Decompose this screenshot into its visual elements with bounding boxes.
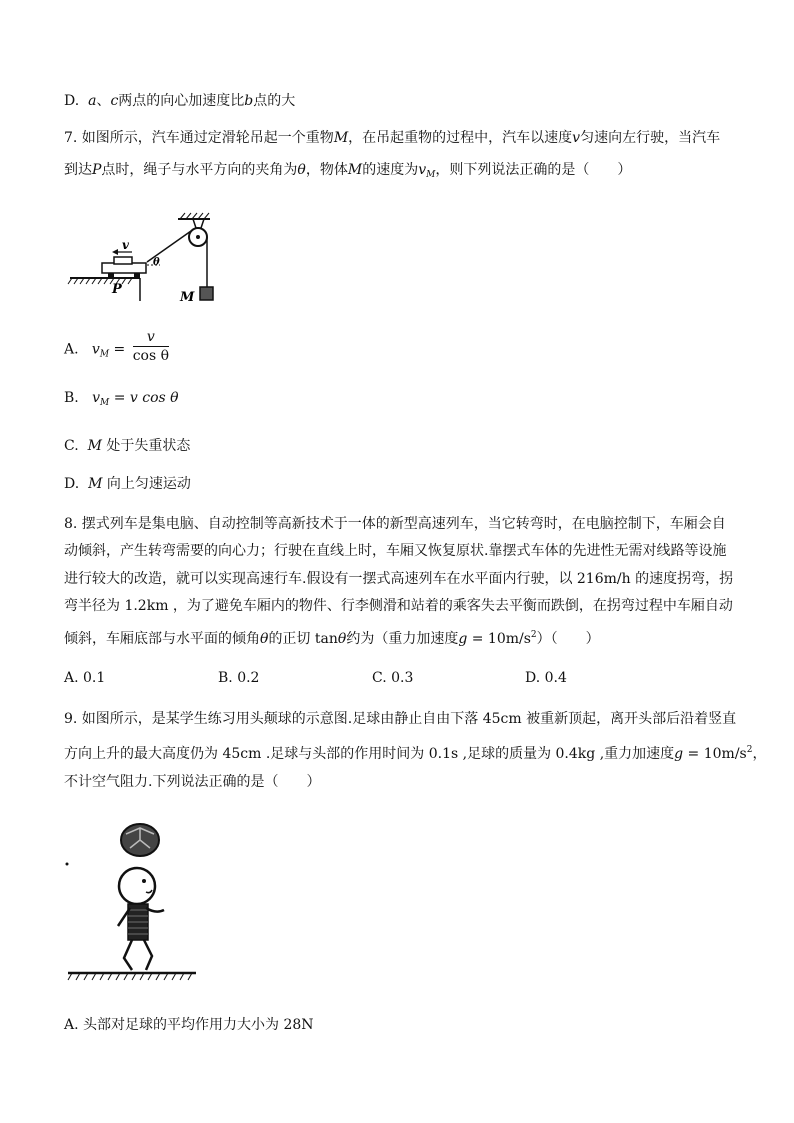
subscript: M xyxy=(99,349,110,360)
q7-stem-line2 xyxy=(64,160,631,185)
text: ，在吊起重物的过程中，汽车以速度 xyxy=(348,130,573,146)
text: = 10m/s xyxy=(683,746,747,762)
q8-stem-line2: 动倾斜，产生转弯需要的向心力；行驶在直线上时，车厢又恢复原状.靠摆式车体的先进性无需对线路等设施 xyxy=(64,543,727,559)
q8-stem-line5 xyxy=(64,625,600,649)
q8-stem-line3: 进行较大的改造，就可以实现高速行车.假设有一摆式高速列车在水平面内行驶，以 216m/h 的速度拐弯，拐 xyxy=(64,571,734,587)
fig-label-v: v xyxy=(122,238,129,252)
var-v: v xyxy=(92,390,101,406)
denominator: cos θ xyxy=(132,348,170,364)
fraction xyxy=(133,328,169,365)
text: 倾斜，车厢底部与水平面的倾角 xyxy=(64,631,260,647)
var-v: v xyxy=(572,130,581,146)
option-prefix: C. xyxy=(64,438,79,454)
text: 到达 xyxy=(64,162,92,178)
q8-option-d: D. 0.4 xyxy=(525,670,567,686)
var-c: c xyxy=(110,93,119,109)
var-M: M xyxy=(333,130,349,146)
rhs: v cos θ xyxy=(129,390,179,406)
fig-label-M: M xyxy=(180,290,195,305)
q9-option-a: A. 头部对足球的平均作用力大小为 28N xyxy=(64,1017,314,1033)
text: 两点的向心加速度比 xyxy=(118,93,245,109)
q8-stem-line4: 弯半径为 1.2km ，为了避免车厢内的物件、行李侧滑和站着的乘客失去平衡而跌倒，在拐弯过程中车厢自动 xyxy=(64,598,733,614)
var-M: M xyxy=(347,162,363,178)
text: 7. 如图所示，汽车通过定滑轮吊起一个重物 xyxy=(64,130,334,146)
q8-option-c: C. 0.3 xyxy=(372,670,414,686)
q8-option-b: B. 0.2 xyxy=(218,670,260,686)
var-b: b xyxy=(244,93,254,109)
q9-stem-line1: 9. 如图所示，是某学生练习用头颠球的示意图.足球由静止自由下落 45cm 被重新顶起，离开头部后沿着竖直 xyxy=(64,711,737,727)
text: 约为（重力加速度 xyxy=(346,631,459,647)
q7-option-a xyxy=(64,329,170,365)
option-prefix: D. xyxy=(64,93,80,109)
q6-option-d xyxy=(64,91,295,111)
fig-label-P: P xyxy=(112,282,122,297)
var-theta: θ xyxy=(297,162,306,178)
text: 的速度为 xyxy=(362,162,419,178)
text: ）（ ） xyxy=(536,631,600,647)
var-v: v xyxy=(91,341,100,358)
equals: = xyxy=(113,390,126,406)
var-a: a xyxy=(88,93,97,109)
text: 方向上升的最大高度仍为 45cm .足球与头部的作用时间为 0.1s ,足球的质量为 0.4kg ,重力加速度 xyxy=(64,746,675,762)
equals: = xyxy=(113,341,126,358)
q7-option-b xyxy=(64,388,179,413)
text: ， xyxy=(752,746,767,762)
text: ，则下列说法正确的是（ ） xyxy=(435,162,632,178)
var-theta: θ xyxy=(260,631,269,647)
text: 的正切 tan xyxy=(268,631,338,647)
option-prefix: B. xyxy=(64,390,79,406)
var-P: P xyxy=(92,162,102,178)
q9-stem-line3: 不计空气阻力.下列说法正确的是（ ） xyxy=(64,774,321,790)
text: ，物体 xyxy=(305,162,348,178)
q8-stem-line1: 8. 摆式列车是集电脑、自动控制等高新技术于一体的新型高速列车，当它转弯时，在电脑控制下，车厢会自 xyxy=(64,516,726,532)
q8-option-a: A. 0.1 xyxy=(64,670,106,686)
text: 向上匀速运动 xyxy=(106,476,191,492)
text: 匀速向左行驶，当汽车 xyxy=(580,130,721,146)
text: 点的大 xyxy=(253,93,296,109)
sep: 、 xyxy=(96,93,111,109)
q9-stem-line2 xyxy=(64,740,766,764)
option-prefix: A. xyxy=(64,341,79,358)
option-prefix: D. xyxy=(64,476,80,492)
text: = 10m/s xyxy=(467,631,531,647)
text: 点时，绳子与水平方向的夹角为 xyxy=(101,162,298,178)
var-vm: v xyxy=(418,162,427,178)
text: 处于失重状态 xyxy=(106,438,191,454)
q9-heading-figure xyxy=(60,818,210,988)
var-M: M xyxy=(88,476,103,492)
q7-pulley-figure xyxy=(60,205,230,310)
superscript: 2 xyxy=(530,630,537,640)
numerator: v xyxy=(133,328,169,347)
var-g: g xyxy=(674,746,684,762)
var-theta: θ xyxy=(337,631,347,647)
subscript: M xyxy=(100,398,110,408)
var-g: g xyxy=(458,631,468,647)
q7-stem-line1 xyxy=(64,128,720,148)
var-M: M xyxy=(87,438,102,454)
subscript: M xyxy=(426,170,436,180)
fig-label-theta: θ xyxy=(153,257,160,268)
q7-option-c xyxy=(64,436,190,456)
q7-option-d xyxy=(64,474,191,494)
superscript: 2 xyxy=(746,745,753,755)
